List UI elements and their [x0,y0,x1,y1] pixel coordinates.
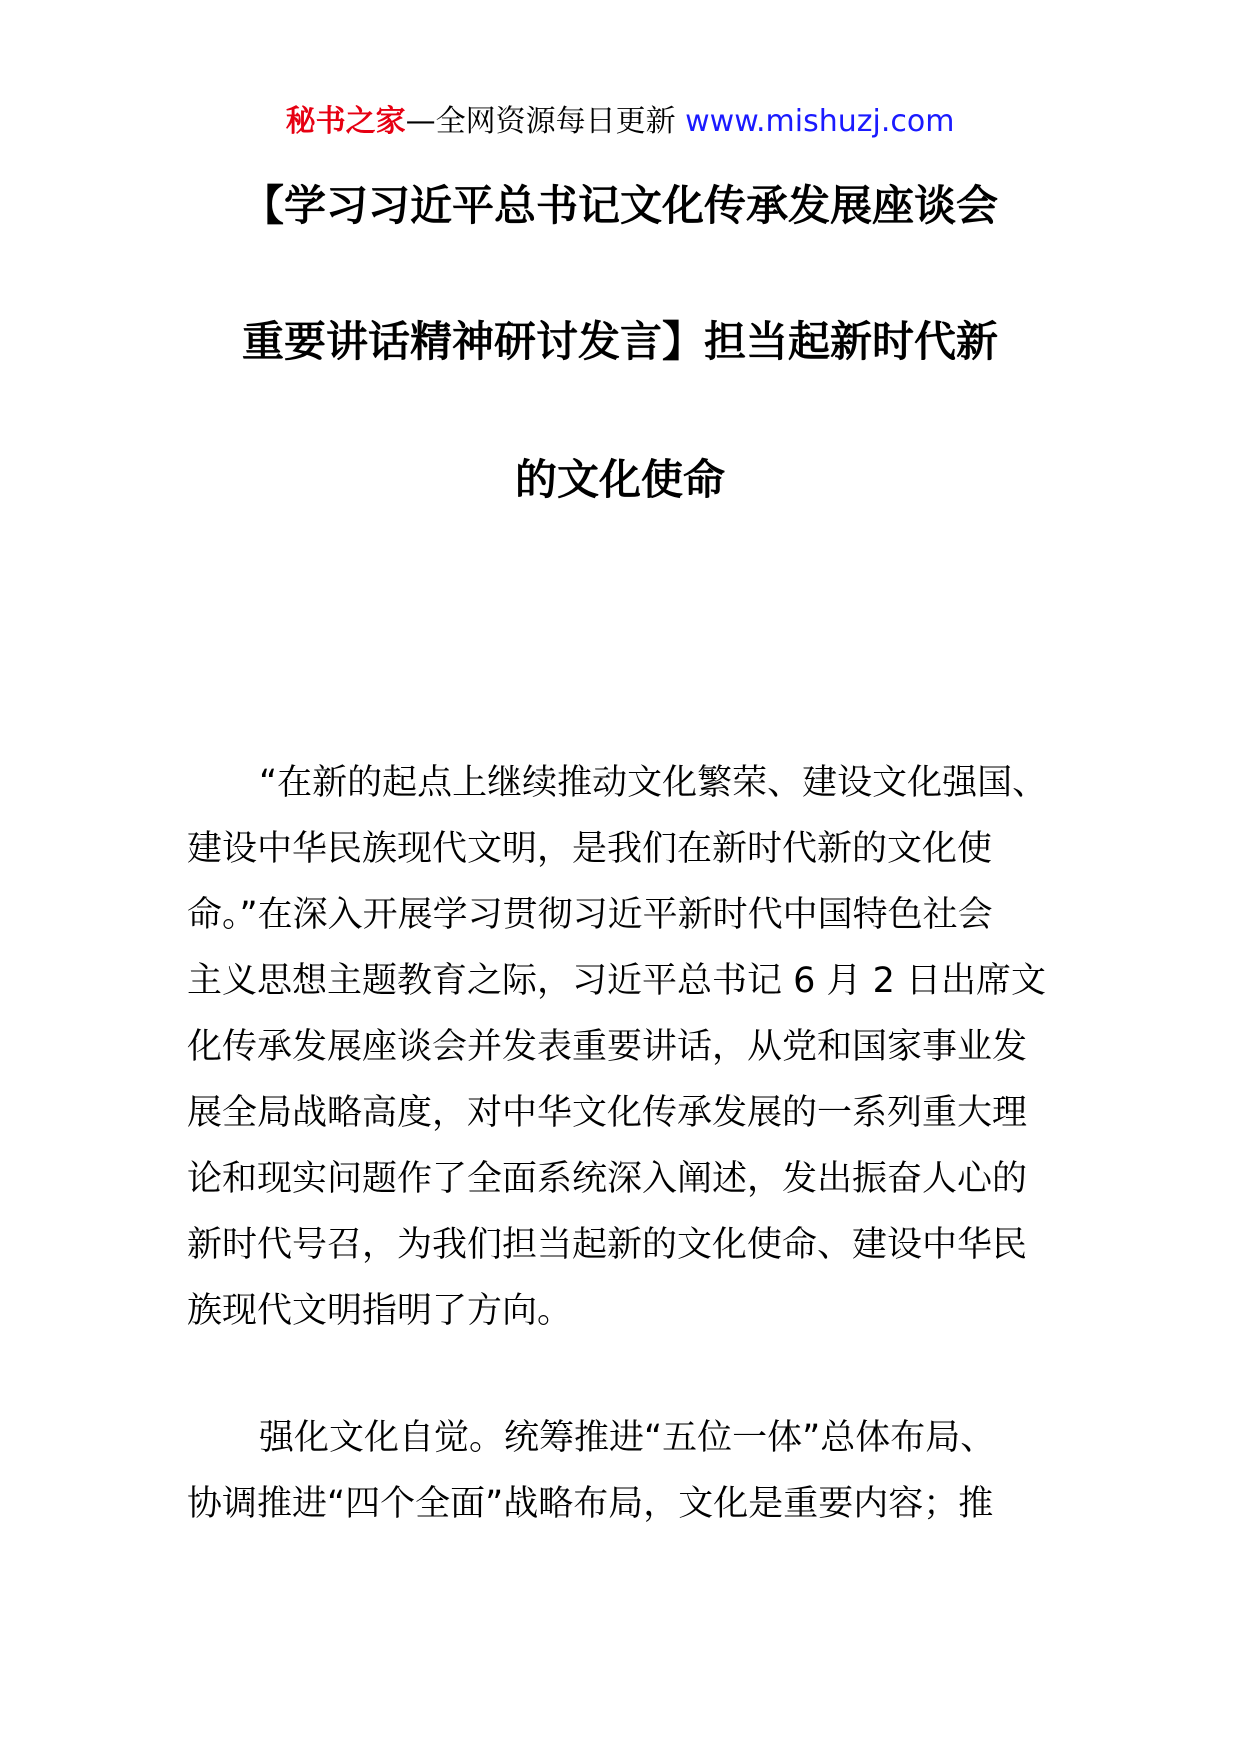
document-title-line-1: 【学习习近平总书记文化传承发展座谈会 [241,181,998,230]
paragraph-line: 化传承发展座谈会并发表重要讲话，从党和国家事业发 [187,1027,1028,1067]
paragraph-line: 命。”在深入开展学习贯彻习近平新时代中国特色社会 [187,895,993,935]
paragraph-line: 主义思想主题教育之际，习近平总书记 6 月 2 日出席文 [187,961,1047,1001]
paragraph-line: 论和现实问题作了全面系统深入阐述，发出振奋人心的 [187,1159,1028,1199]
paragraph-line: “在新的起点上继续推动文化繁荣、建设文化强国、 [259,763,1048,803]
document-title-line-2: 重要讲话精神研讨发言】担当起新时代新 [241,317,998,366]
paragraph-line: 强化文化自觉。统筹推进“五位一体”总体布局、 [259,1418,996,1458]
site-brand: 秘书之家 [285,104,406,139]
paragraph-line: 展全局战略高度，对中华文化传承发展的一系列重大理 [187,1093,1028,1133]
site-url-link[interactable]: www.mishuzj.com [685,104,955,139]
site-header [0,100,1240,144]
paragraph-1 [187,750,1067,1344]
document-title-line-3: 的文化使命 [514,455,725,504]
paragraph-line: 协调推进“四个全面”战略布局，文化是重要内容；推 [187,1484,994,1524]
paragraph-line: 新时代号召，为我们担当起新的文化使命、建设中华民 [187,1225,1028,1265]
paragraph-line: 建设中华民族现代文明，是我们在新时代新的文化使 [187,829,993,869]
site-tagline: —全网资源每日更新 [405,104,686,139]
paragraph-2 [187,1405,1067,1537]
paragraph-line: 族现代文明指明了方向。 [187,1291,573,1331]
